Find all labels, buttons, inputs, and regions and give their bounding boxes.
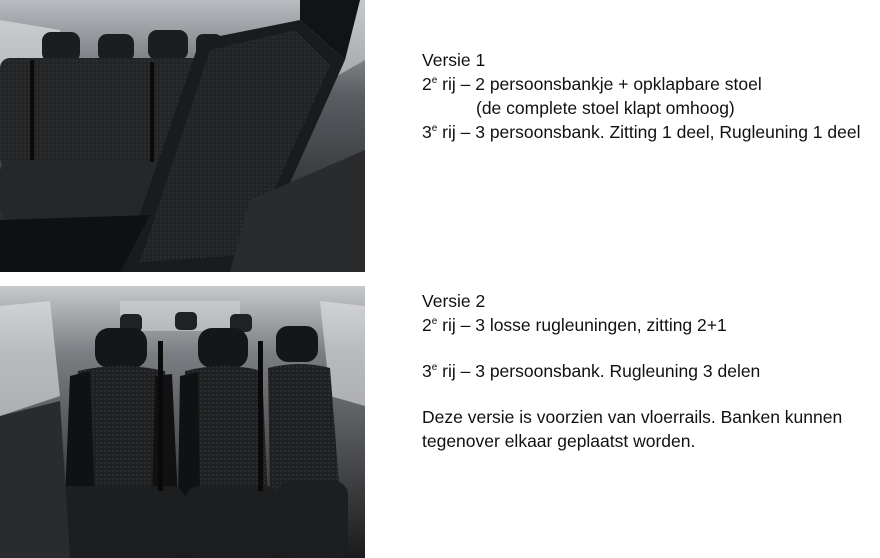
version-1-row-2-note: (de complete stoel klapt omhoog)	[476, 98, 735, 118]
version-1-row-2: 2e rij – 2 persoonsbankje + opklapbare stoel	[422, 74, 762, 94]
version-2-row-3: 3e rij – 3 persoonsbank. Rugleuning 3 delen	[422, 361, 761, 381]
version-1-row-3: 3e rij – 3 persoonsbank. Zitting 1 deel, Rugleuning 1 deel	[422, 122, 861, 142]
version-2-row-2: 2e rij – 3 losse rugleuningen, zitting 2+1	[422, 315, 727, 335]
seat-photo-version-1	[0, 0, 365, 272]
version-1-description	[422, 48, 860, 144]
seat-photo-version-2	[0, 286, 365, 558]
version-2-description	[422, 289, 842, 453]
version-2-note-line-1: Deze versie is voorzien van vloerrails. Banken kunnen	[422, 407, 843, 427]
version-2-note-line-2: tegenover elkaar geplaatst worden.	[422, 431, 696, 451]
version-1-title: Versie 1	[422, 50, 486, 70]
version-2-title: Versie 2	[422, 291, 486, 311]
